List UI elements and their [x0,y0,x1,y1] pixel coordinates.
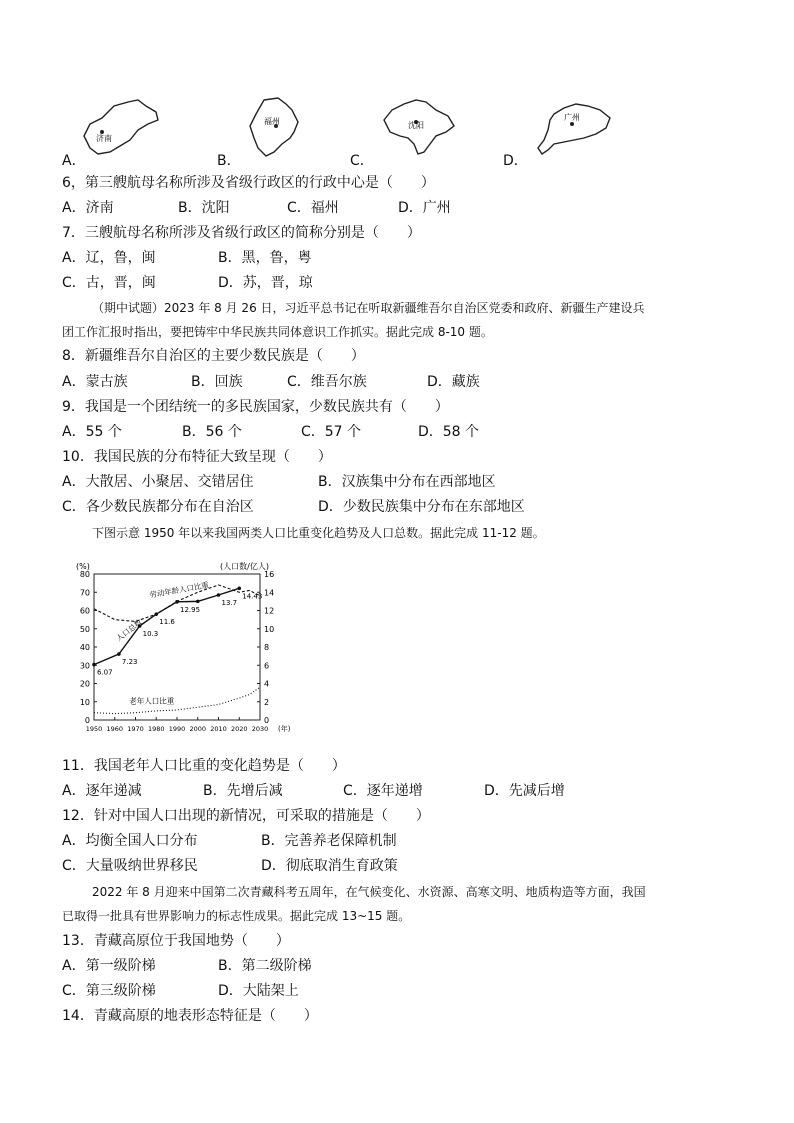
q11-option-a[interactable]: A．逐年递减 [62,783,142,799]
y-left-tick-label: 0 [84,716,90,725]
q10-option-c[interactable]: C．各少数民族都分布在自治区 [62,499,254,515]
x-axis-unit: (年) [278,725,291,733]
q11-option-c[interactable]: C．逐年递增 [343,783,423,799]
y-right-tick-label: 12 [264,606,275,616]
x-tick-label: 1990 [168,725,186,733]
question-13-stem: 13．青藏高原位于我国地势（ ） [62,933,290,949]
q9-option-d[interactable]: D．58 个 [418,424,480,440]
population-point [237,587,241,591]
x-tick-label: 2020 [230,725,248,733]
population-data-label: 13.7 [221,598,238,607]
q6-option-c[interactable]: C．福州 [287,200,339,216]
q8-option-b[interactable]: B．回族 [191,374,243,390]
q10-option-b[interactable]: B．汉族集中分布在西部地区 [318,474,496,490]
population-data-label: 14.43 [242,592,263,601]
question-12-stem: 12．针对中国人口出现的新情况，可采取的措施是（ ） [62,808,430,824]
question-14-stem: 14．青藏高原的地表形态特征是（ ） [62,1008,318,1024]
q10-option-d[interactable]: D．少数民族集中分布在东部地区 [318,499,525,515]
map-label-d: D． [503,153,528,169]
map-label-b: B． [217,153,241,169]
q6-option-d[interactable]: D．广州 [398,200,451,216]
population-chart [62,556,302,742]
population-point [92,663,96,667]
q10-option-a[interactable]: A．大散居、小聚居、交错居住 [62,474,254,490]
q7-option-d[interactable]: D．苏，晋，琼 [218,275,313,291]
question-7-stem: 7．三艘航母名称所涉及省级行政区的简称分别是（ ） [62,225,421,241]
map-label-c: C． [350,153,374,169]
series-line-1 [94,588,239,667]
series-label-population: 人口总数 [114,617,144,644]
q7-option-a[interactable]: A．辽，鲁，闽 [62,250,156,266]
x-tick-label: 2010 [210,725,227,733]
passage-2-line-1: 下图示意 1950 年以来我国两类人口比重变化趋势及人口总数。据此完成 11-12 题。 [92,526,545,540]
q9-option-c[interactable]: C．57 个 [301,424,362,440]
population-data-label: 11.6 [159,618,175,627]
y-right-tick-label: 10 [264,624,275,634]
passage-1-line-2: 团工作汇报时指出，要把铸牢中华民族共同体意识工作抓实。据此完成 8-10 题。 [62,325,493,339]
y-right-tick-label: 14 [264,588,275,598]
population-point [175,600,179,604]
y-left-axis-label: (%) [76,562,90,571]
y-left-tick-label: 60 [79,606,90,616]
population-point [196,600,200,604]
q6-option-b[interactable]: B．沈阳 [178,200,230,216]
map-name-guangzhou: 广州 [564,113,580,122]
question-8-stem: 8．新疆维吾尔自治区的主要少数民族是（ ） [62,348,365,364]
q12-option-b[interactable]: B．完善养老保障机制 [261,833,397,849]
population-data-label: 6.07 [97,668,113,677]
x-tick-label: 1980 [147,725,165,733]
population-point [154,612,158,616]
x-tick-label: 1950 [85,725,103,733]
map-label-a: A． [62,153,86,169]
x-tick-label: 2030 [251,725,269,733]
y-left-tick-label: 20 [79,679,90,689]
population-data-label: 10.3 [142,630,159,639]
map-guangdong [534,100,614,160]
population-data-label: 12.95 [180,605,201,614]
q13-option-d[interactable]: D．大陆架上 [218,983,299,999]
question-9-stem: 9．我国是一个团结统一的多民族国家，少数民族共有（ ） [62,399,449,415]
map-name-fuzhou: 福州 [264,117,280,126]
population-point [117,652,121,656]
map-fujian [246,96,306,158]
q13-option-b[interactable]: B．第二级阶梯 [218,958,312,974]
y-right-tick-label: 0 [264,716,270,725]
y-left-tick-label: 30 [79,661,90,671]
x-tick-label: 1970 [127,725,144,733]
y-right-tick-label: 16 [264,570,275,579]
q12-option-a[interactable]: A．均衡全国人口分布 [62,833,198,849]
q13-option-c[interactable]: C．第三级阶梯 [62,983,156,999]
q8-option-a[interactable]: A．蒙古族 [62,374,128,390]
population-point [217,593,221,597]
question-11-stem: 11．我国老年人口比重的变化趋势是（ ） [62,758,346,774]
y-left-tick-label: 50 [79,624,90,634]
q13-option-a[interactable]: A．第一级阶梯 [62,958,156,974]
question-10-stem: 10．我国民族的分布特征大致呈现（ ） [62,449,332,465]
q11-option-d[interactable]: D．先减后增 [484,783,565,799]
q9-option-b[interactable]: B．56 个 [182,424,242,440]
q7-option-b[interactable]: B．黑，鲁，粤 [218,250,312,266]
population-data-label: 7.23 [121,658,138,667]
x-tick-label: 1960 [106,725,124,733]
passage-3-line-1: 2022 年 8 月迎来中国第二次青藏科考五周年，在气候变化、水资源、高寒文明、地质构造等方面，我国 [92,885,646,899]
q9-option-a[interactable]: A．55 个 [62,424,122,440]
question-6-stem: 6，第三艘航母名称所涉及省级行政区的行政中心是（ ） [62,175,435,191]
y-left-tick-label: 10 [79,697,90,707]
q8-option-c[interactable]: C．维吾尔族 [287,374,367,390]
q6-option-a[interactable]: A．济南 [62,200,114,216]
map-liaoning [378,96,458,158]
y-left-tick-label: 80 [79,570,90,579]
x-tick-label: 2000 [189,725,207,733]
series-line-2 [94,687,260,713]
q11-option-b[interactable]: B．先增后减 [203,783,283,799]
passage-1-line-1: （期中试题）2023 年 8 月 26 日，习近平总书记在听取新疆维吾尔自治区党委和政府、新疆生产建设兵 [92,301,645,315]
q12-option-c[interactable]: C．大量吸纳世界移民 [62,858,198,874]
y-right-tick-label: 4 [264,679,270,689]
map-name-shenyang: 沈阳 [408,121,424,130]
series-label-elderly: 老年人口比重 [129,696,175,706]
series-label-working-age: 劳动年龄人口比重 [148,580,210,600]
chart-frame [94,574,263,720]
y-left-tick-label: 40 [79,643,90,652]
y-right-tick-label: 2 [264,697,270,707]
q12-option-d[interactable]: D．彻底取消生育政策 [261,858,398,874]
q7-option-c[interactable]: C．古，晋，闽 [62,275,156,291]
map-name-jinan: 济南 [96,134,112,143]
map-shandong [80,96,162,158]
y-right-axis-label: (人口数/亿人) [220,562,269,571]
y-left-tick-label: 70 [79,588,90,598]
y-right-tick-label: 8 [264,643,270,652]
y-right-tick-label: 6 [264,661,270,671]
q8-option-d[interactable]: D．藏族 [427,374,480,390]
passage-3-line-2: 已取得一批具有世界影响力的标志性成果。据此完成 13~15 题。 [62,909,411,923]
